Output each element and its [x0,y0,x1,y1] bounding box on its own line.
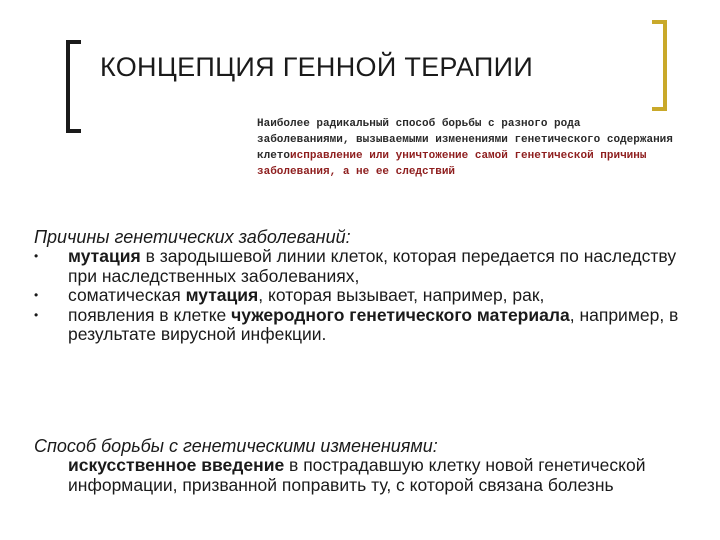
item-text: , которая вызывает, например, рак, [258,285,545,305]
causes-list [34,247,694,345]
item-text: соматическая [68,285,186,305]
bullet-icon: • [34,288,39,302]
bold-term: мутация [68,246,141,266]
slide-title: КОНЦЕПЦИЯ ГЕННОЙ ТЕРАПИИ [100,52,534,82]
method-text: в пострадавшую клетку новой генетической информации, призванной поправить ту, с которой связана болезнь [68,455,646,495]
causes-section [34,227,694,345]
item-text: , например, в результате вирусной инфекции. [68,304,679,344]
intro-highlight-text: исправление или уничтожение самой генетической причины заболевания, а не ее следствий [257,150,647,178]
causes-heading: Причины генетических заболеваний: [34,227,351,247]
method-section [34,436,694,495]
list-item [34,247,694,286]
list-item [34,306,694,345]
method-heading: Способ борьбы с генетическими изменениями: [34,436,438,456]
intro-text: Наиболее радикальный способ борьбы с разного рода заболеваниями, вызываемыми изменениями генетического содержания клето [257,118,673,162]
intro-paragraph [257,116,677,180]
item-text: появления в клетке [68,304,232,325]
list-item [34,286,694,306]
bullet-icon: • [34,249,39,263]
left-bracket-decoration [66,40,81,133]
bold-term: мутация [185,285,259,305]
right-bracket-decoration [652,20,667,111]
bold-term: чужеродного генетического материала [231,304,570,325]
bold-term: искусственное введение [68,455,285,475]
item-text: в зародышевой линии клеток, которая передается по наследству при наследственных заболеваниях, [68,246,677,286]
method-body [34,456,694,495]
bullet-icon: • [34,307,39,322]
